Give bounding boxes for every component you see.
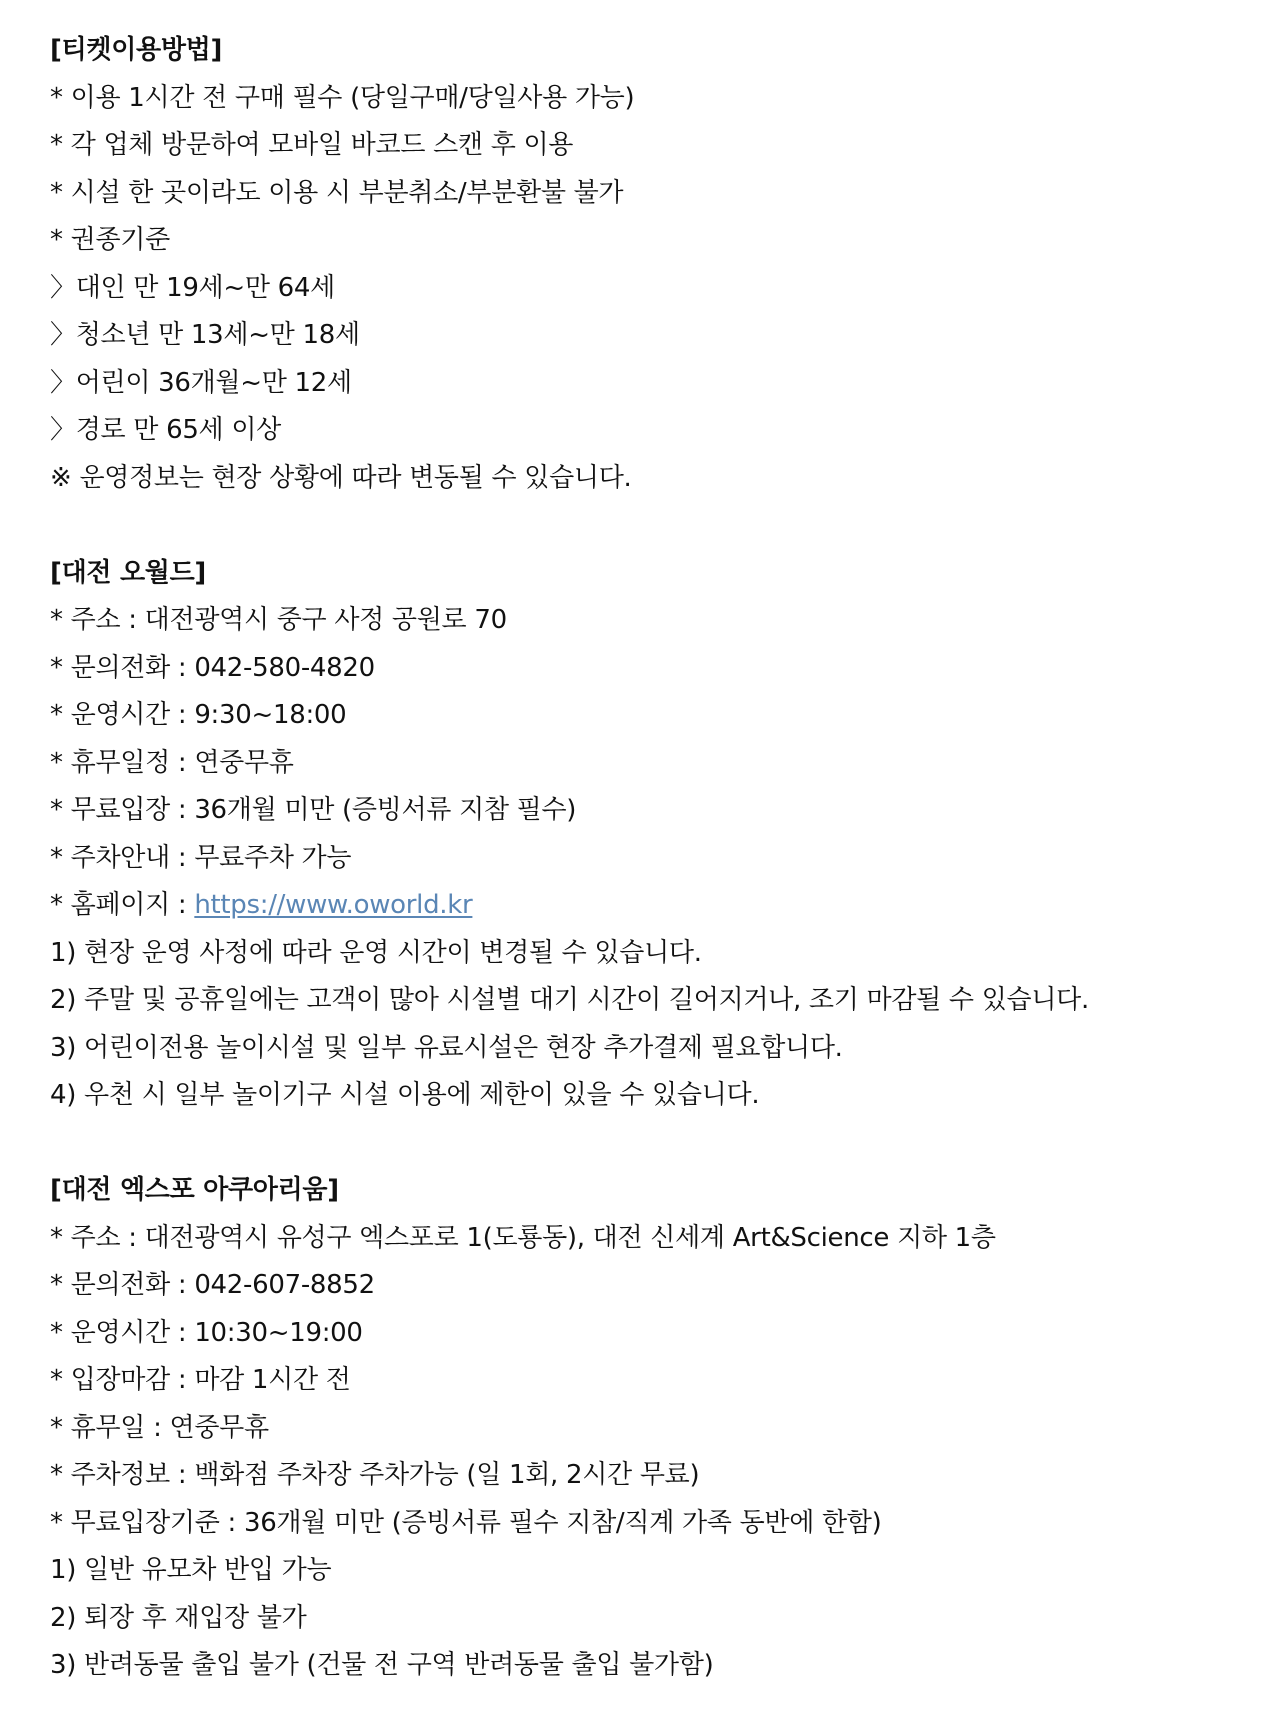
ticket-type-youth: 〉청소년 만 13세~만 18세: [50, 320, 360, 350]
aquarium-closed-days: * 휴무일 : 연중무휴: [50, 1412, 269, 1443]
oworld-note: 3) 어린이전용 놀이시설 및 일부 유료시설은 현장 추가결제 필요합니다.: [50, 1032, 843, 1063]
aquarium-hours: * 운영시간 : 10:30~19:00: [50, 1317, 363, 1348]
oworld-closed-days: * 휴무일정 : 연중무휴: [50, 747, 294, 778]
oworld-phone: * 문의전화 : 042-580-4820: [50, 652, 375, 683]
section-heading-oworld: [대전 오월드]: [50, 557, 206, 588]
section-ticket-usage: [50, 27, 1250, 502]
blank-line: [50, 1120, 1250, 1168]
oworld-free-admission: * 무료입장 : 36개월 미만 (증빙서류 지참 필수): [50, 795, 577, 825]
aquarium-note: 1) 일반 유모차 반입 가능: [50, 1555, 332, 1585]
aquarium-note: 3) 반려동물 출입 불가 (건물 전 구역 반려동물 출입 불가함): [50, 1650, 714, 1680]
section-aquarium: [50, 1167, 1250, 1690]
homepage-label: * 홈페이지 :: [50, 890, 195, 920]
oworld-hours: * 운영시간 : 9:30~18:00: [50, 700, 347, 730]
ticket-usage-line: * 시설 한 곳이라도 이용 시 부분취소/부분환불 불가: [50, 177, 624, 208]
oworld-homepage: [50, 882, 1250, 930]
section-heading-aquarium: [대전 엑스포 아쿠아리움]: [50, 1175, 339, 1205]
oworld-parking: * 주차안내 : 무료주차 가능: [50, 842, 352, 873]
ticket-type-senior: 〉경로 만 65세 이상: [50, 415, 281, 445]
section-oworld: [50, 550, 1250, 1120]
ticket-usage-notice: ※ 운영정보는 현장 상황에 따라 변동될 수 있습니다.: [50, 462, 632, 493]
aquarium-address: * 주소 : 대전광역시 유성구 엑스포로 1(도룡동), 대전 신세계 Art&Science 지하 1층: [50, 1222, 996, 1253]
oworld-note: 2) 주말 및 공휴일에는 고객이 많아 시설별 대기 시간이 길어지거나, 조기 마감될 수 있습니다.: [50, 985, 1089, 1015]
aquarium-note: 2) 퇴장 후 재입장 불가: [50, 1602, 307, 1633]
blank-line: [50, 502, 1250, 550]
ticket-type-child: 〉어린이 36개월~만 12세: [50, 367, 352, 398]
oworld-note: 4) 우천 시 일부 놀이기구 시설 이용에 제한이 있을 수 있습니다.: [50, 1080, 760, 1110]
aquarium-parking: * 주차정보 : 백화점 주차장 주차가능 (일 1회, 2시간 무료): [50, 1460, 700, 1490]
oworld-address: * 주소 : 대전광역시 중구 사정 공원로 70: [50, 605, 507, 635]
oworld-note: 1) 현장 운영 사정에 따라 운영 시간이 변경될 수 있습니다.: [50, 937, 702, 968]
aquarium-last-entry: * 입장마감 : 마감 1시간 전: [50, 1365, 351, 1395]
document-body: [50, 27, 1250, 1690]
ticket-usage-line: * 권종기준: [50, 225, 170, 255]
ticket-usage-line: * 이용 1시간 전 구매 필수 (당일구매/당일사용 가능): [50, 82, 635, 113]
ticket-type-adult: 〉대인 만 19세~만 64세: [50, 272, 335, 303]
section-heading-ticket-usage: [티켓이용방법]: [50, 35, 223, 65]
aquarium-free-admission: * 무료입장기준 : 36개월 미만 (증빙서류 필수 지참/직계 가족 동반에 한함): [50, 1507, 882, 1538]
ticket-usage-line: * 각 업체 방문하여 모바일 바코드 스캔 후 이용: [50, 130, 574, 160]
homepage-link[interactable]: https://www.oworld.kr: [194, 890, 473, 920]
aquarium-phone: * 문의전화 : 042-607-8852: [50, 1270, 375, 1300]
